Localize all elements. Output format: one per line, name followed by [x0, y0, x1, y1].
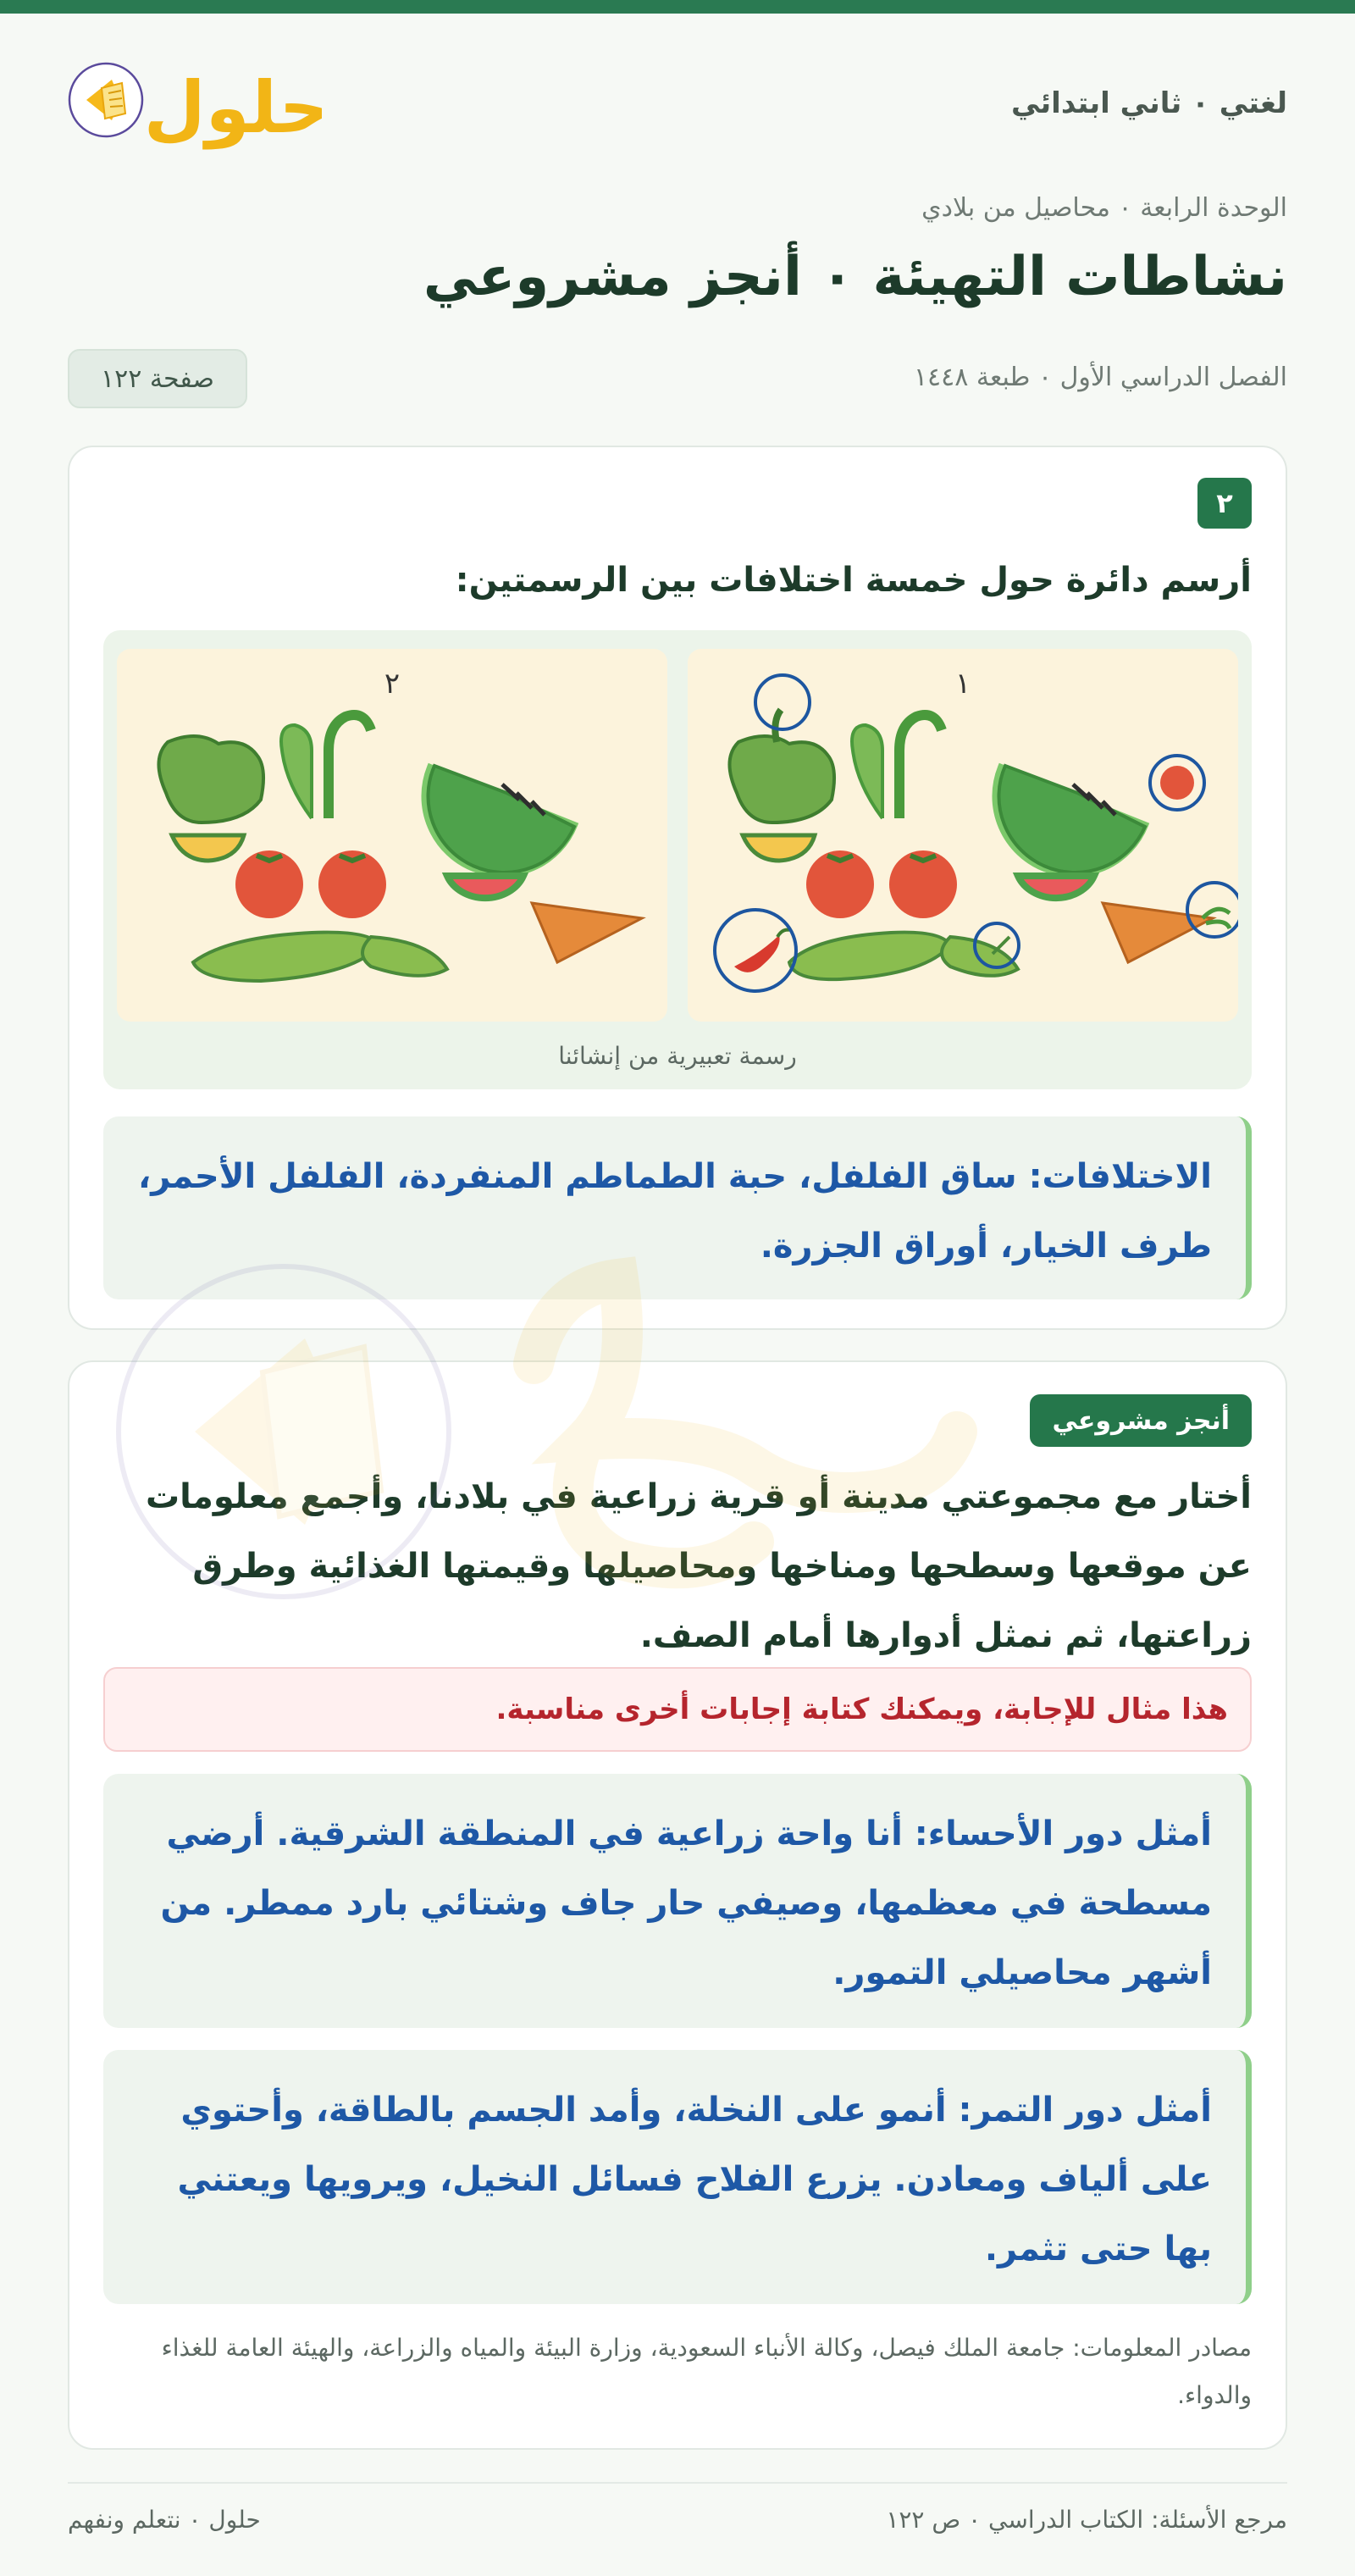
- term-label: الفصل الدراسي الأول ٠ طبعة ١٤٤٨: [913, 363, 1287, 392]
- footer-brand: حلول ٠ نتعلم ونفهم: [68, 2506, 261, 2534]
- question-number-badge: ٢: [1197, 478, 1252, 529]
- project-badge: أنجز مشروعي: [1030, 1394, 1252, 1447]
- green-pepper-icon: [158, 736, 263, 823]
- picture-1: [688, 649, 1238, 1022]
- green-pepper-icon: [729, 710, 834, 823]
- project-answer-dates: أمثل دور التمر: أنمو على النخلة، وأمد الجسم بالطاقة، وأحتوي على ألياف ومعادن. يزرع الفلاح فسائل النخيل، ويرويها ويعتني بها حتى تثمر.: [103, 2050, 1252, 2304]
- picture-2: [117, 649, 667, 1022]
- melon-slice-icon: [172, 835, 244, 861]
- project-prompt: أختار مع مجموعتي مدينة أو قرية زراعية في بلادنا، وأجمع معلومات عن موقعها وسطحها ومناخها ومحاصيلها وقيمتها الغذائية وطرق زراعتها، ثم نمثل أدوارها أمام الصف.: [145, 1477, 1252, 1655]
- page-number-badge: صفحة ١٢٢: [68, 349, 247, 408]
- question-text: أرسم دائرة حول خمسة اختلافات بين الرسمتين:: [455, 561, 1252, 600]
- watermelon-icon: [424, 766, 574, 898]
- cucumbers-icon: [789, 933, 1018, 980]
- footer-divider: [68, 2482, 1287, 2484]
- carrot-icon: [532, 903, 642, 962]
- circle-pepper-stem[interactable]: [755, 675, 810, 729]
- subject-label: لغتي ٠ ثاني ابتدائي: [1011, 86, 1287, 120]
- watermelon-icon: [995, 766, 1145, 898]
- differences-answer: الاختلافات: ساق الفلفل، حبة الطماطم المنفردة، الفلفل الأحمر، طرف الخيار، أوراق الجزرة.: [103, 1116, 1252, 1299]
- sprout-icon: [852, 715, 942, 818]
- figure-caption: رسمة تعبيرية من إنشائنا: [558, 1042, 797, 1070]
- sources-text: مصادر المعلومات: جامعة الملك فيصل، وكالة الأنباء السعودية، وزارة البيئة والمياه والزراعة، والهيئة العامة للغذاء والدواء.: [161, 2334, 1252, 2409]
- differences-figure: [103, 630, 1252, 1089]
- question-card: [68, 446, 1287, 1330]
- top-accent-bar: [0, 0, 1355, 14]
- single-tomato-icon: [1160, 766, 1194, 800]
- circle-red-pepper[interactable]: [715, 910, 796, 991]
- sprout-icon: [281, 715, 371, 818]
- red-pepper-icon: [734, 935, 780, 972]
- project-answer-ahsa: أمثل دور الأحساء: أنا واحة زراعية في المنطقة الشرقية. أرضي مسطحة في معظمها، وصيفي حار جاف وشتائي بارد ممطر. من أشهر محاصيلي التمور.: [103, 1774, 1252, 2028]
- picture-1-number: ١: [954, 667, 971, 701]
- cucumbers-icon: [193, 933, 447, 981]
- project-card: [68, 1360, 1287, 2450]
- tomatoes-icon: [235, 850, 386, 918]
- picture-2-number: ٢: [384, 667, 401, 701]
- page-header: [68, 53, 1287, 154]
- logo-wordmark: حلول: [143, 66, 322, 149]
- example-answer-note: هذا مثال للإجابة، ويمكنك كتابة إجابات أخرى مناسبة.: [103, 1667, 1252, 1752]
- hulul-logo[interactable]: [68, 59, 322, 152]
- unit-label: الوحدة الرابعة ٠ محاصيل من بلادي: [921, 193, 1287, 223]
- footer-reference: مرجع الأسئلة: الكتاب الدراسي ٠ ص ١٢٢: [886, 2506, 1287, 2534]
- melon-slice-icon: [743, 835, 815, 861]
- tomatoes-icon: [806, 850, 957, 918]
- carrot-icon: [1103, 903, 1230, 962]
- page-title: نشاطات التهيئة ٠ أنجز مشروعي: [423, 246, 1287, 308]
